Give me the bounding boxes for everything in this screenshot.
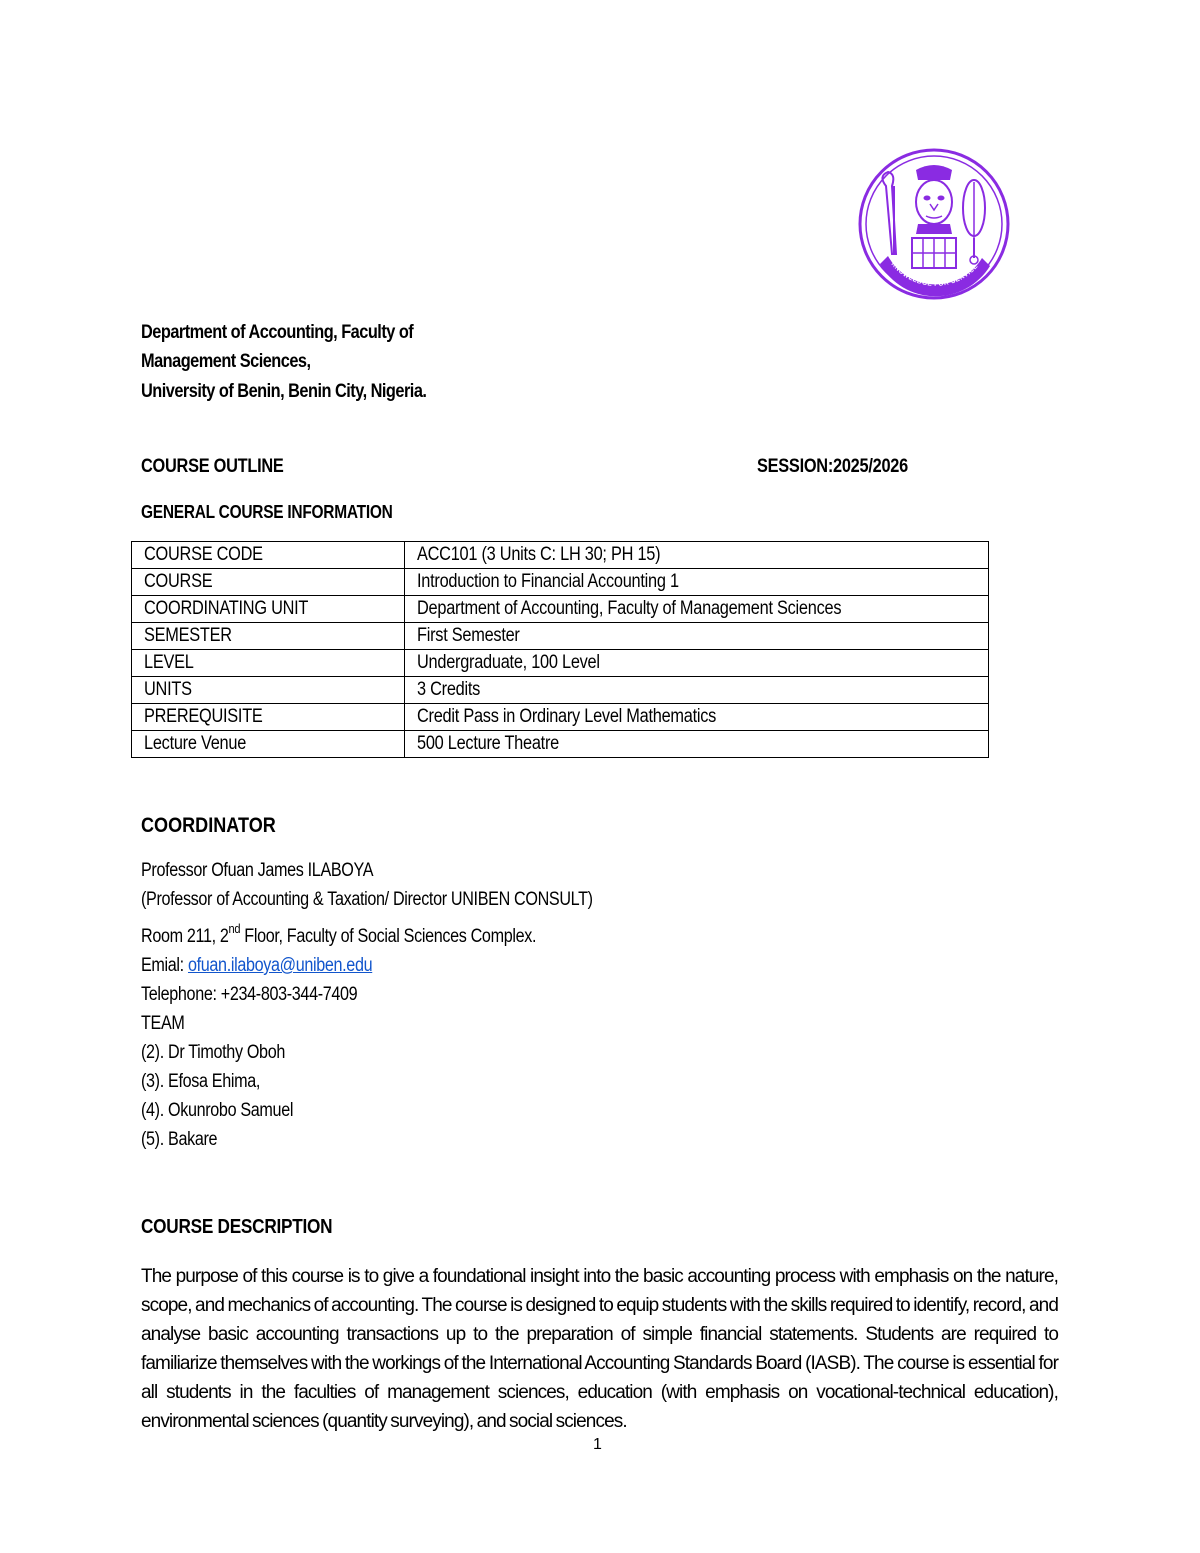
- table-label-cell: [132, 677, 405, 704]
- table-row: [132, 569, 989, 596]
- course-outline-title: COURSE OUTLINE: [141, 456, 284, 477]
- table-label-cell: [132, 569, 405, 596]
- course-description-heading: COURSE DESCRIPTION: [141, 1216, 333, 1238]
- coordinator-telephone: Telephone: +234-803-344-7409: [141, 984, 358, 1005]
- table-row: [132, 677, 989, 704]
- logo-motto: KNOWLEDGE FOR SERVICE: [889, 260, 980, 288]
- table-label-cell: [132, 623, 405, 650]
- table-row: [132, 596, 989, 623]
- university-address: University of Benin, Benin City, Nigeria.: [141, 381, 427, 402]
- coordinator-office: [141, 921, 537, 948]
- table-value: Credit Pass in Ordinary Level Mathematics: [417, 706, 717, 727]
- table-label-cell: [132, 650, 405, 677]
- table-row: [132, 704, 989, 731]
- email-link[interactable]: ofuan.ilaboya@uniben.edu: [187, 955, 373, 976]
- table-row: [132, 623, 989, 650]
- table-value-cell: [405, 650, 989, 677]
- table-label: LEVEL: [144, 652, 194, 673]
- course-description-text: The purpose of this course is to give a foundational insight into the basic accounting process with emphasis on the nature, scope, and mechanics of accounting. The course is designed to equip students with the skills required to identify, record, and analyse basic accounting transactions up to the preparation of simple financial statements. Students are required to familiarize themselves with the workings of the International Accounting Standards Board (IASB). The course is essential for all students in the faculties of management sciences, education (with emphasis on vocational-technical education), environmental sciences (quantity surveying), and social sciences.: [141, 1266, 1058, 1432]
- table-value: 3 Credits: [417, 679, 481, 700]
- team-member: (2). Dr Timothy Oboh: [141, 1042, 285, 1063]
- university-crest-logo: [856, 146, 1012, 302]
- table-label-cell: [132, 731, 405, 758]
- table-value-cell: [405, 623, 989, 650]
- page-number: 1: [593, 1436, 602, 1453]
- table-value-cell: [405, 704, 989, 731]
- coordinator-title: (Professor of Accounting & Taxation/ Director UNIBEN CONSULT): [141, 889, 593, 910]
- table-value-cell: [405, 731, 989, 758]
- table-value: First Semester: [417, 625, 520, 646]
- office-floor-superscript: nd: [228, 921, 241, 936]
- coordinator-name: Professor Ofuan James ILABOYA: [141, 860, 374, 881]
- table-value-cell: [405, 569, 989, 596]
- table-value-cell: [405, 677, 989, 704]
- team-member: (4). Okunrobo Samuel: [141, 1100, 294, 1121]
- course-information-table: [131, 541, 989, 758]
- table-label: SEMESTER: [144, 625, 232, 646]
- coordinator-email-line: [141, 955, 372, 977]
- table-label: Lecture Venue: [144, 733, 247, 754]
- office-room-suffix: Floor, Faculty of Social Sciences Complex.: [240, 926, 537, 947]
- department-name-line-2: Management Sciences,: [141, 351, 311, 372]
- table-label: UNITS: [144, 679, 192, 700]
- table-label: PREREQUISITE: [144, 706, 263, 727]
- general-course-information-heading: GENERAL COURSE INFORMATION: [141, 502, 393, 522]
- table-row: [132, 650, 989, 677]
- table-label-cell: [132, 704, 405, 731]
- team-member: (5). Bakare: [141, 1129, 218, 1150]
- session-label: SESSION:2025/2026: [757, 456, 908, 477]
- table-value: 500 Lecture Theatre: [417, 733, 559, 754]
- office-room-prefix: Room 211, 2: [141, 926, 229, 947]
- table-label-cell: [132, 542, 405, 569]
- email-label: Emial:: [141, 955, 188, 976]
- table-value: Undergraduate, 100 Level: [417, 652, 600, 673]
- table-row: [132, 731, 989, 758]
- table-label: COORDINATING UNIT: [144, 598, 309, 619]
- table-label: COURSE CODE: [144, 544, 263, 565]
- coordinator-heading: COORDINATOR: [141, 814, 276, 837]
- department-name-line-1: Department of Accounting, Faculty of: [141, 322, 414, 343]
- table-value: Introduction to Financial Accounting 1: [417, 571, 679, 592]
- team-member: (3). Efosa Ehima,: [141, 1071, 260, 1092]
- team-label: TEAM: [141, 1013, 185, 1034]
- table-value-cell: [405, 542, 989, 569]
- table-label: COURSE: [144, 571, 213, 592]
- table-label-cell: [132, 596, 405, 623]
- table-value-cell: [405, 596, 989, 623]
- table-value: ACC101 (3 Units C: LH 30; PH 15): [417, 544, 661, 565]
- table-value: Department of Accounting, Faculty of Management Sciences: [417, 598, 842, 619]
- table-row: [132, 542, 989, 569]
